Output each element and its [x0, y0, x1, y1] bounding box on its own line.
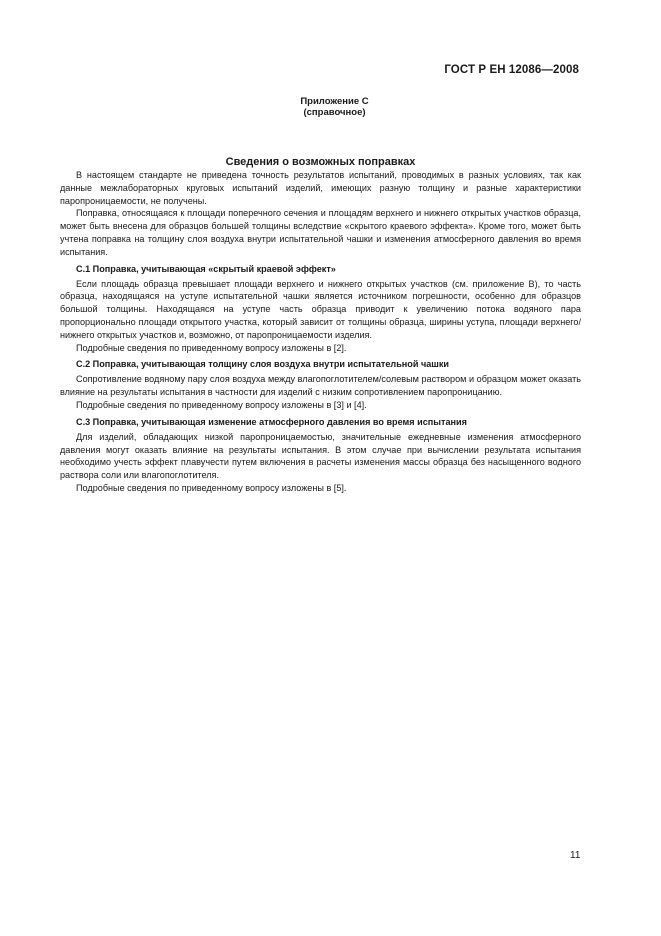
annex-header: [0, 96, 661, 118]
subsection-c2-paragraph-2: Подробные сведения по приведенному вопросу изложены в [3] и [4].: [76, 399, 367, 410]
page-number: 11: [570, 850, 581, 861]
intro-paragraph-2: Поправка, относящаяся к площади поперечного сечения и площадям верхнего и нижнего открытых участков образца, может быть внесена для образцов большей толщины вследствие «скрытого краевого эффекта». Кроме того, может быть учтена поправка на толщину слоя воздуха внутри испытательной чашки и изменения атмосферного давления во время испытания.: [60, 208, 581, 257]
subsection-c2-paragraph-1: Сопротивление водяному пару слоя воздуха между влагопоглотителем/солевым раствором и образцом может оказать влияние на результаты испытания в частности для изделий с низким сопротивлением паропроницанию.: [60, 374, 581, 398]
subsection-c2-title: С.2 Поправка, учитывающая толщину слоя воздуха внутри испытательной чашки: [76, 359, 450, 370]
annex-title: Приложение С: [300, 96, 369, 107]
subsection-c1-paragraph-2: Подробные сведения по приведенному вопросу изложены в [2].: [76, 342, 347, 353]
document-body: [60, 156, 581, 495]
intro-paragraph-1: В настоящем стандарте не приведена точность результатов испытаний, проводимых в разных условиях, так как данные межлабораторных круговых испытаний изделий, имеющих разную толщину и разные характеристики паропроницаемости, не получены.: [60, 170, 581, 206]
subsection-c3-title: С.3 Поправка, учитывающая изменение атмосферного давления во время испытания: [76, 416, 467, 427]
subsection-c1-title: С.1 Поправка, учитывающая «скрытый краевой эффект»: [76, 263, 336, 274]
standard-designation: ГОСТ Р ЕН 12086—2008: [444, 64, 579, 76]
subsection-c3-paragraph-2: Подробные сведения по приведенному вопросу изложены в [5].: [76, 482, 347, 493]
section-heading: Сведения о возможных поправках: [225, 156, 416, 168]
subsection-c1-paragraph-1: Если площадь образца превышает площади верхнего и нижнего открытых участков (см. приложение В), то часть образца, находящаяся на уступе испытательной чашки является источником погрешности, особенно для образцов большой толщины. Находящаяся на уступе часть образца приводит к увеличению потока водяного пара пропорционально площади открытого участка, который зависит от толщины образца, ширины уступа, площади верхнего/нижнего открытых участков и, возможно, от паропроницаемости изделия.: [60, 278, 581, 340]
subsection-c3-paragraph-1: Для изделий, обладающих низкой паропроницаемостью, значительные ежедневные изменения атмосферного давления могут оказать влияние на результаты испытания. В этом случае при вычислении результата испытания необходимо учесть эффект плавучести путем включения в расчеты изменения массы образца без насыщенного водного раствора соли или влагопоглотителя.: [60, 431, 581, 481]
annex-type: (справочное): [303, 107, 366, 118]
